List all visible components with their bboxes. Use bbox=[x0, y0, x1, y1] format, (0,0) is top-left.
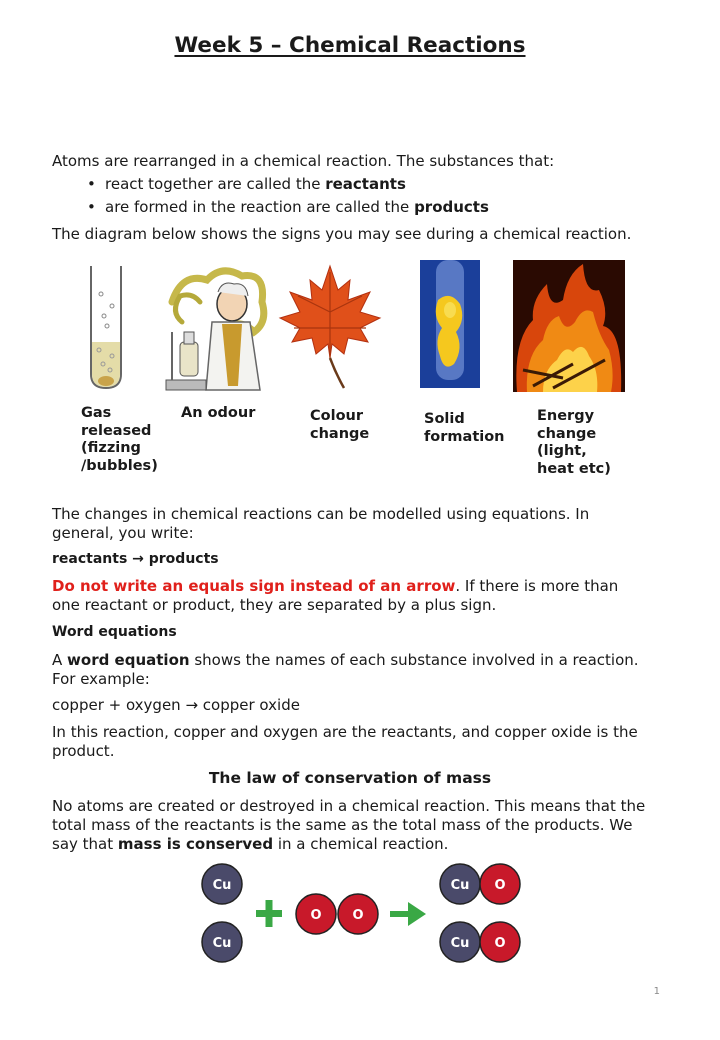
caption-solid: Solid formation bbox=[424, 411, 505, 445]
atom-label: O bbox=[310, 908, 322, 923]
we-bold: word equation bbox=[67, 651, 190, 669]
cons-p1: No atoms are created or destroyed in a chemical reaction. This means that the total mass of the reactants is the same as the total mass of the products. We say that bbox=[52, 797, 646, 853]
autumn-leaf-image bbox=[278, 262, 382, 392]
cons-bold: mass is conserved bbox=[117, 835, 274, 853]
example-explain: In this reaction, copper and oxygen are the reactants, and copper oxide is the product. bbox=[52, 723, 638, 760]
copper-oxide-2 bbox=[440, 922, 520, 962]
arrow-warning bbox=[52, 577, 642, 615]
fire-image bbox=[513, 260, 625, 392]
atom-label: O bbox=[352, 908, 364, 923]
word-equations-heading: Word equations bbox=[52, 624, 177, 640]
copper-atom-1 bbox=[202, 864, 242, 904]
word-equation-def bbox=[52, 651, 652, 689]
caption-gas: Gas released (fizzing /bubbles) bbox=[81, 405, 158, 474]
atom-label: Cu bbox=[450, 936, 470, 951]
test-tube-image bbox=[85, 264, 127, 392]
caption-odour: An odour bbox=[181, 405, 256, 421]
warning-red: Do not write an equals sign instead of an arrow bbox=[52, 577, 456, 595]
copper-atom-2 bbox=[202, 922, 242, 962]
caption-colour: Colour change bbox=[310, 408, 370, 442]
atom-diagram bbox=[190, 858, 530, 968]
cons-p2: in a chemical reaction. bbox=[273, 835, 449, 853]
bullet-bold: reactants bbox=[325, 175, 406, 193]
caption-energy: Energy change (light, heat etc) bbox=[537, 408, 611, 477]
page-number: 1 bbox=[653, 986, 660, 997]
atom-label: O bbox=[494, 936, 506, 951]
bullet-products bbox=[88, 198, 698, 217]
general-equation: reactants → products bbox=[52, 551, 219, 567]
intro-text: Atoms are rearranged in a chemical reaction. The substances that: bbox=[52, 152, 555, 170]
example-equation: copper + oxygen → copper oxide bbox=[52, 696, 300, 714]
copper-oxide-1 bbox=[440, 864, 520, 904]
plus-icon bbox=[256, 900, 282, 927]
atom-label: Cu bbox=[212, 878, 232, 893]
arrow-icon bbox=[390, 902, 426, 926]
atom-label: O bbox=[494, 878, 506, 893]
we-a: A bbox=[52, 651, 68, 669]
conservation-text bbox=[52, 797, 650, 854]
solid-formation-image bbox=[420, 260, 480, 388]
atom-label: Cu bbox=[212, 936, 232, 951]
we-rest: shows the names of each substance involved in a reaction. For example: bbox=[52, 651, 639, 688]
bullet-text: react together are called the bbox=[105, 175, 326, 193]
page-title: Week 5 – Chemical Reactions bbox=[174, 33, 526, 58]
equations-intro: The changes in chemical reactions can be modelled using equations. In general, you write: bbox=[52, 505, 590, 542]
bullet-reactants bbox=[88, 175, 698, 194]
oxygen-molecule bbox=[296, 894, 378, 934]
bullet-bold: products bbox=[414, 198, 489, 216]
atom-label: Cu bbox=[450, 878, 470, 893]
warning-rest: . If there is more than one reactant or product, they are separated by a plus sign. bbox=[52, 577, 619, 614]
conservation-heading: The law of conservation of mass bbox=[208, 769, 492, 787]
diagram-intro: The diagram below shows the signs you may see during a chemical reaction. bbox=[52, 225, 632, 243]
scientist-odour-image bbox=[162, 262, 270, 392]
bullet-text: are formed in the reaction are called the bbox=[105, 198, 415, 216]
